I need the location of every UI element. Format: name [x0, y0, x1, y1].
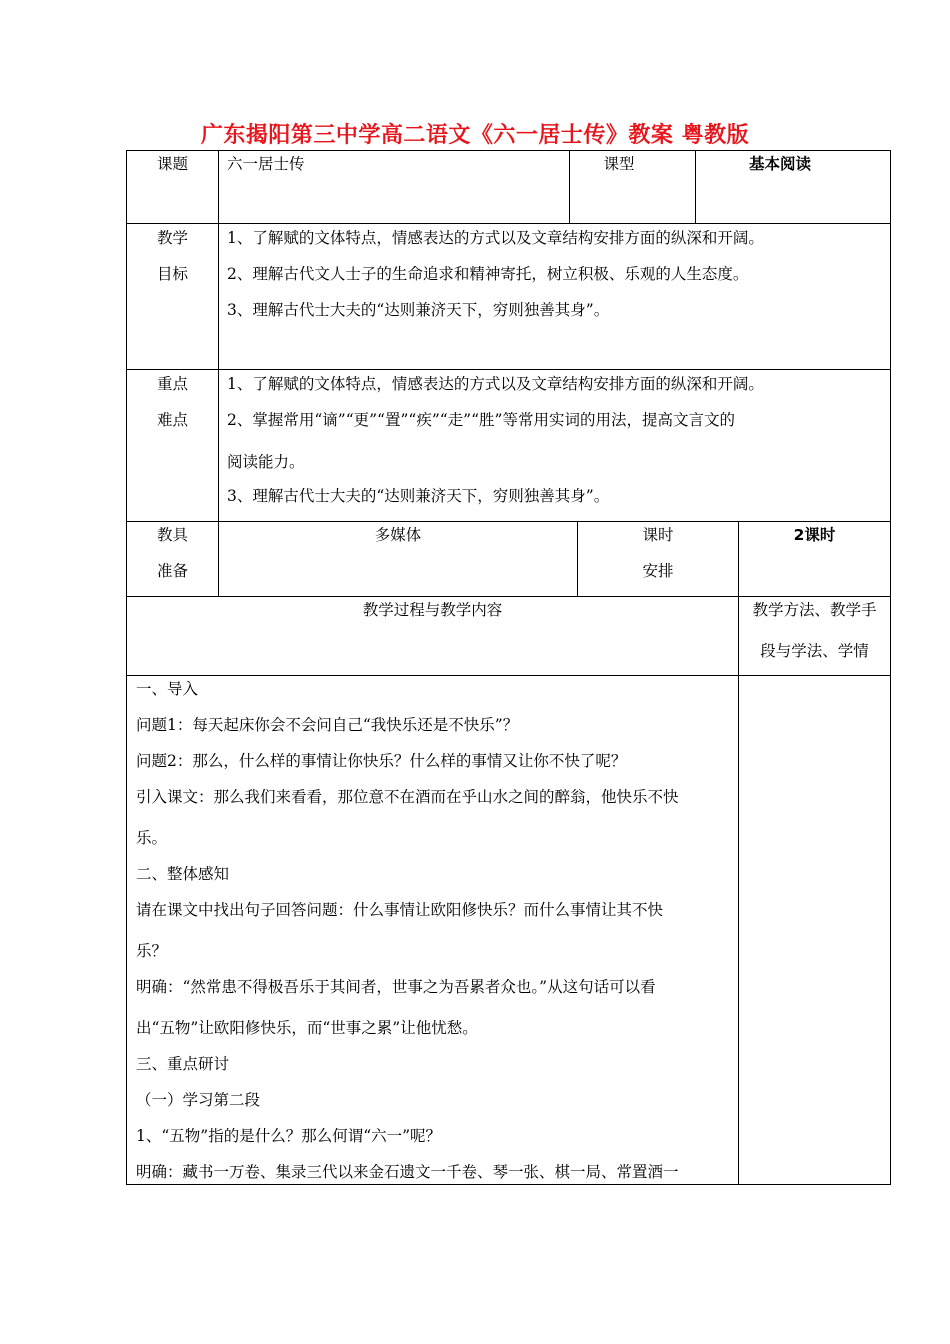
- method-content-cell: [738, 675, 891, 1185]
- content-line: 引入课文：那么我们来看看，那位意不在酒而在乎山水之间的醉翁，他快乐不快: [136, 788, 679, 806]
- keypoint-item: 2、掌握常用“谪”“更”“置”“疾”“走”“胜”等常用实词的用法，提高文言文的: [227, 411, 735, 429]
- keypoint-item: 阅读能力。: [227, 453, 305, 471]
- content-line: 乐。: [136, 829, 168, 847]
- content-line: 三、重点研讨: [136, 1055, 230, 1073]
- process-header: 教学过程与教学内容: [362, 601, 503, 619]
- topic-label: 课题: [156, 155, 188, 173]
- content-line: 问题2：那么，什么样的事情让你快乐？什么样的事情又让你不快了呢？: [136, 752, 627, 770]
- document-title: 广东揭阳第三中学高二语文《六一居士传》教案 粤教版: [200, 123, 750, 148]
- keypoint-item: 3、理解古代士大夫的“达则兼济天下，穷则独善其身”。: [227, 487, 610, 505]
- topic-value: 六一居士传: [227, 155, 305, 173]
- content-line: 明确：藏书一万卷、集录三代以来金石遗文一千卷、琴一张、棋一局、常置酒一: [136, 1163, 679, 1181]
- hours-label-line-1: 课时: [642, 526, 674, 544]
- tools-label-line-2: 准备: [156, 562, 188, 580]
- tools-label-line-1: 教具: [156, 526, 188, 544]
- content-line: 1、“五物”指的是什么？那么何谓“六一”呢？: [136, 1127, 442, 1145]
- goals-label-line-2: 目标: [156, 265, 188, 283]
- goal-item: 3、理解古代士大夫的“达则兼济天下，穷则独善其身”。: [227, 301, 610, 319]
- content-line: 出“五物”让欧阳修快乐，而“世事之累”让他忧愁。: [136, 1019, 478, 1037]
- hours-value: 2课时: [793, 526, 836, 544]
- type-value: 基本阅读: [748, 155, 811, 173]
- content-line: 问题1：每天起床你会不会问自己“我快乐还是不快乐”？: [136, 716, 519, 734]
- goals-label-line-1: 教学: [156, 229, 188, 247]
- hours-label-line-2: 安排: [642, 562, 674, 580]
- content-line: 二、整体感知: [136, 865, 230, 883]
- keypoints-label-line-1: 重点: [156, 375, 188, 393]
- method-header-line-2: 段与学法、学情: [760, 642, 869, 660]
- content-line: 乐？: [136, 942, 168, 960]
- type-label: 课型: [603, 155, 635, 173]
- goal-item: 2、理解古代文人士子的生命追求和精神寄托，树立积极、乐观的人生态度。: [227, 265, 749, 283]
- tools-value: 多媒体: [374, 526, 422, 544]
- method-header-line-1: 教学方法、教学手: [752, 601, 877, 619]
- content-line: 请在课文中找出句子回答问题：什么事情让欧阳修快乐？而什么事情让其不快: [136, 901, 664, 919]
- content-line: （一）学习第二段: [136, 1091, 261, 1109]
- goal-item: 1、了解赋的文体特点，情感表达的方式以及文章结构安排方面的纵深和开阔。: [227, 229, 764, 247]
- keypoints-label-line-2: 难点: [156, 411, 188, 429]
- keypoint-item: 1、了解赋的文体特点，情感表达的方式以及文章结构安排方面的纵深和开阔。: [227, 375, 764, 393]
- content-line: 明确：“然常患不得极吾乐于其间者，世事之为吾累者众也。”从这句话可以看: [136, 978, 656, 996]
- content-line: 一、导入: [136, 680, 199, 698]
